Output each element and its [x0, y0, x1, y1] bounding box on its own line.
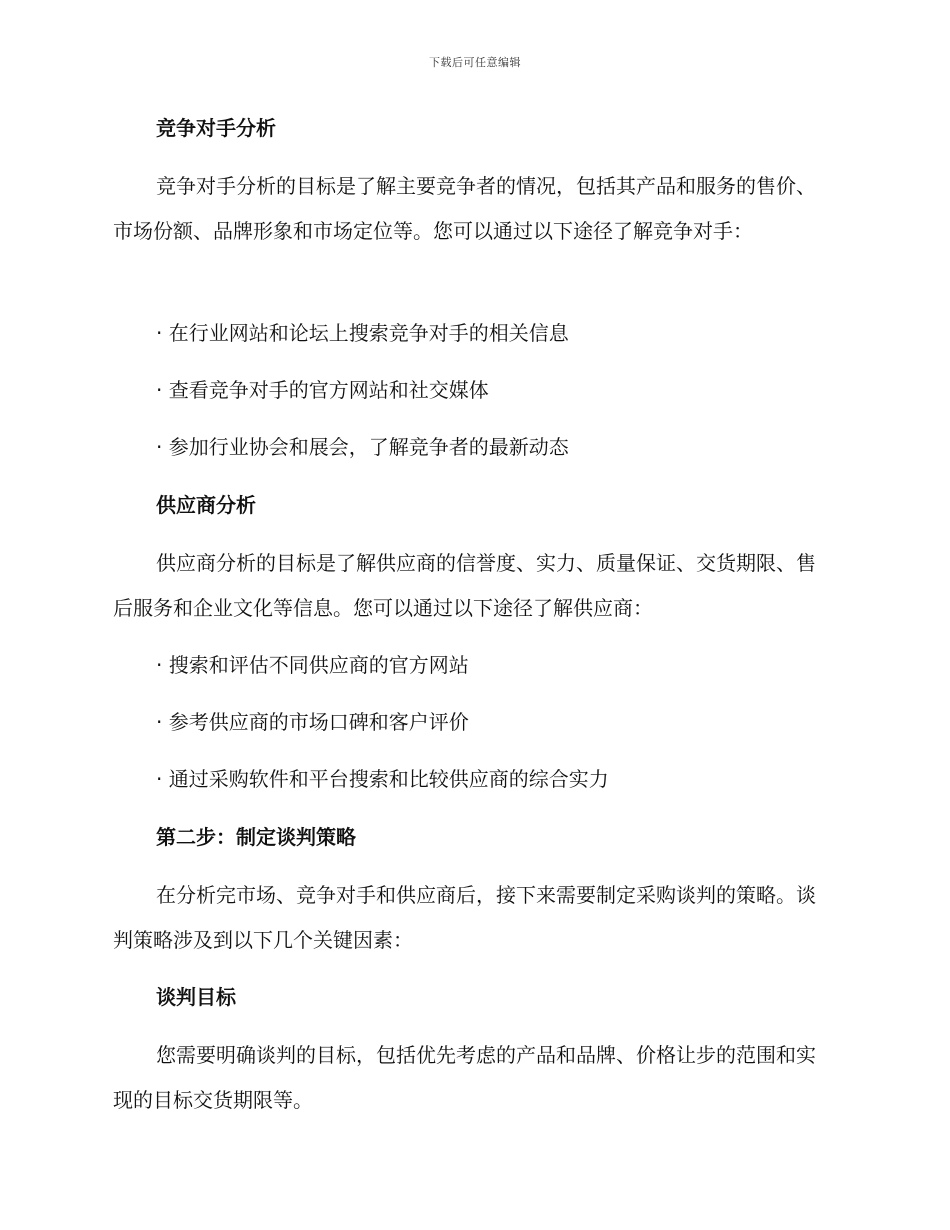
competitor-analysis-heading: 竞争对手分析	[156, 116, 276, 140]
competitor-bullet-3: · 参加行业协会和展会，了解竞争者的最新动态	[156, 435, 569, 459]
negotiation-goal-paragraph: 您需要明确谈判的目标，包括优先考虑的产品和品牌、价格让步的范围和实现的目标交货期限等。	[113, 1043, 816, 1112]
step-two-paragraph: 在分析完市场、竞争对手和供应商后，接下来需要制定采购谈判的策略。谈判策略涉及到以下几个关键因素：	[113, 883, 816, 952]
supplier-analysis-heading: 供应商分析	[156, 493, 256, 517]
supplier-bullet-1: · 搜索和评估不同供应商的官方网站	[156, 653, 469, 677]
negotiation-goal-heading: 谈判目标	[156, 985, 236, 1009]
supplier-bullet-2: · 参考供应商的市场口碑和客户评价	[156, 710, 469, 734]
step-two-heading: 第二步：制定谈判策略	[156, 825, 356, 849]
competitor-bullet-2: · 查看竞争对手的官方网站和社交媒体	[156, 378, 489, 402]
header-note: 下载后可任意编辑	[429, 56, 521, 69]
competitor-analysis-paragraph: 竞争对手分析的目标是了解主要竞争者的情况，包括其产品和服务的售价、市场份额、品牌形象和市场定位等。您可以通过以下途径了解竞争对手：	[113, 174, 816, 243]
competitor-bullet-1: · 在行业网站和论坛上搜索竞争对手的相关信息	[156, 321, 569, 345]
supplier-bullet-3: · 通过采购软件和平台搜索和比较供应商的综合实力	[156, 767, 609, 791]
supplier-analysis-paragraph: 供应商分析的目标是了解供应商的信誉度、实力、质量保证、交货期限、售后服务和企业文化等信息。您可以通过以下途径了解供应商：	[113, 551, 816, 620]
